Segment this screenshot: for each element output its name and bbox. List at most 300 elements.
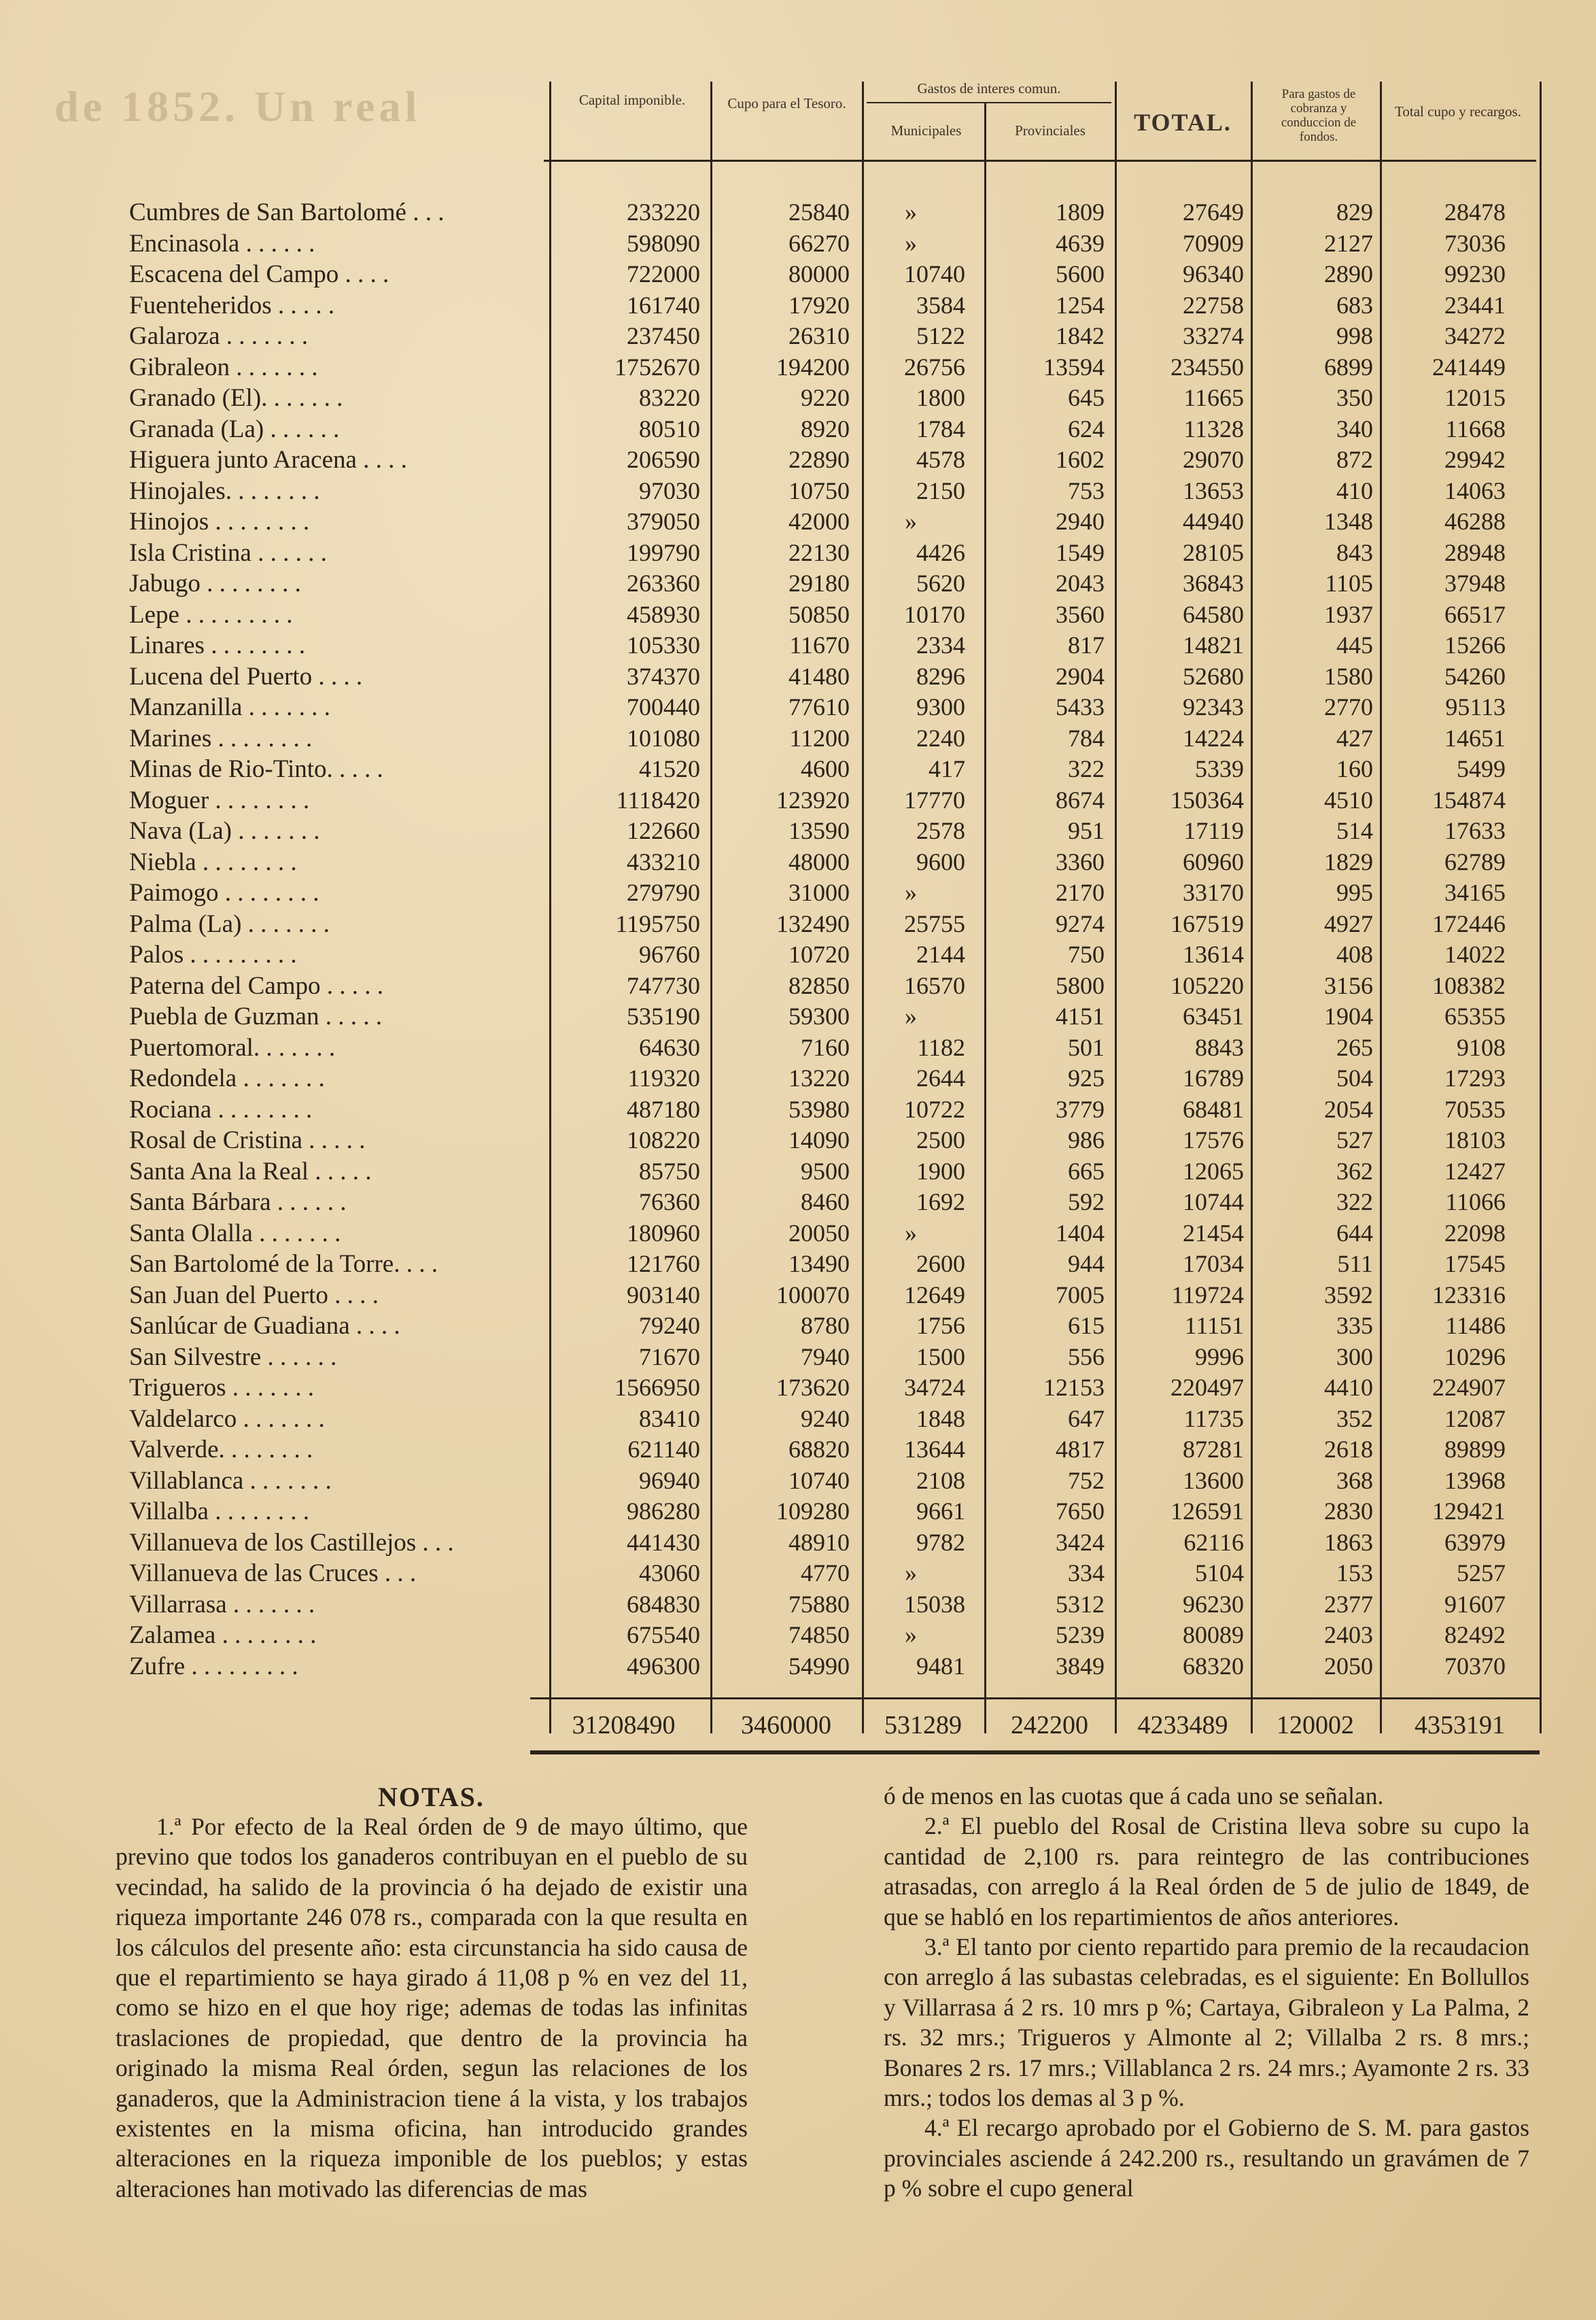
row-cell: 12153	[1043, 1374, 1105, 1401]
total-cell: 531289	[884, 1711, 962, 1739]
row-cell: 511	[1337, 1250, 1373, 1277]
row-cell: 379050	[627, 508, 700, 535]
row-cell: 10750	[788, 477, 850, 504]
row-cell: 1348	[1324, 508, 1373, 535]
row-cell: 8843	[1195, 1033, 1244, 1061]
row-cell: 647	[1068, 1404, 1105, 1432]
row-name: Palos . . . . . . . . .	[129, 941, 297, 969]
row-cell: 62116	[1183, 1528, 1244, 1556]
row-cell: 11328	[1183, 415, 1244, 443]
row-name: Villarrasa . . . . . . .	[129, 1590, 315, 1618]
row-cell: 15266	[1444, 631, 1506, 659]
total-cell: 242200	[1011, 1711, 1088, 1739]
row-name: Santa Olalla . . . . . . .	[129, 1219, 341, 1247]
row-cell: 675540	[627, 1621, 700, 1648]
row-cell: 119724	[1171, 1281, 1244, 1309]
row-cell: 26756	[904, 353, 965, 381]
row-cell: 99230	[1444, 260, 1506, 288]
row-name: San Juan del Puerto . . . .	[129, 1281, 379, 1309]
row-cell: 4639	[1056, 229, 1105, 257]
row-cell: 233220	[627, 198, 700, 226]
note-2: 2.ª El pueblo del Rosal de Cristina lleva sobre su cupo la cantidad de 2,100 rs. para reintegro de las contribuciones atrasadas, con arreglo á la Real órden de 5 de julio de 1849, de que se habló en los repartimientos de años anteriores.	[884, 1812, 1529, 1931]
row-cell: 29942	[1444, 446, 1506, 473]
row-cell: 25840	[788, 198, 850, 226]
row-cell: 322	[1068, 755, 1105, 782]
row-cell: 70909	[1183, 229, 1244, 257]
row-name: San Bartolomé de la Torre. . . .	[129, 1250, 438, 1278]
col-rule-4	[984, 102, 986, 1733]
row-cell: 41480	[788, 662, 850, 690]
row-cell: 514	[1336, 817, 1373, 844]
row-cell: 25755	[904, 910, 965, 937]
row-cell: 9661	[916, 1497, 965, 1525]
row-cell: 1566950	[614, 1374, 700, 1401]
row-cell: 80089	[1183, 1621, 1244, 1648]
row-cell: 154874	[1432, 786, 1506, 814]
row-cell: 1863	[1324, 1528, 1373, 1556]
row-name: Galaroza . . . . . . .	[129, 322, 309, 350]
row-cell: 172446	[1432, 910, 1506, 937]
row-cell: 10720	[788, 941, 850, 968]
row-cell: 408	[1336, 941, 1373, 968]
row-cell: 96230	[1183, 1590, 1244, 1618]
row-cell: 592	[1068, 1188, 1105, 1215]
row-cell: 70535	[1444, 1095, 1506, 1123]
row-cell: 85750	[639, 1157, 700, 1185]
row-cell: »	[905, 1559, 917, 1587]
row-cell: 79240	[639, 1312, 700, 1339]
row-cell: 108382	[1432, 971, 1506, 999]
row-name: Fuenteheridos . . . . .	[129, 291, 335, 319]
row-cell: 13490	[788, 1250, 850, 1277]
totals-top-rule	[530, 1697, 1540, 1699]
row-cell: 340	[1336, 415, 1373, 443]
row-cell: 75880	[788, 1590, 850, 1618]
row-cell: 986	[1068, 1126, 1105, 1154]
row-cell: 60960	[1183, 848, 1244, 876]
row-cell: 322	[1336, 1188, 1373, 1215]
row-cell: 2043	[1056, 570, 1105, 597]
row-cell: 3156	[1324, 971, 1373, 999]
row-name: Puebla de Guzman . . . . .	[129, 1003, 382, 1031]
row-cell: 4510	[1324, 786, 1373, 814]
row-name: Cumbres de San Bartolomé . . .	[129, 198, 445, 226]
row-cell: 13590	[788, 817, 850, 844]
row-cell: 48000	[788, 848, 850, 876]
row-cell: 683	[1336, 291, 1373, 319]
row-cell: 1692	[916, 1188, 965, 1215]
row-name: Hinojos . . . . . . . .	[129, 508, 310, 536]
total-cell: 4353191	[1415, 1711, 1505, 1739]
row-cell: 29180	[788, 570, 850, 597]
row-cell: 17293	[1444, 1064, 1506, 1092]
row-cell: 644	[1336, 1219, 1373, 1247]
row-cell: 199790	[627, 538, 700, 566]
row-cell: 752	[1068, 1466, 1105, 1494]
row-cell: 14022	[1444, 941, 1506, 968]
row-cell: 753	[1068, 477, 1105, 504]
row-cell: 14224	[1183, 724, 1244, 752]
row-cell: 817	[1068, 631, 1105, 659]
row-cell: 180960	[627, 1219, 700, 1247]
row-cell: 34724	[904, 1374, 965, 1401]
row-cell: 2904	[1056, 662, 1105, 690]
row-cell: 22758	[1183, 291, 1244, 319]
row-cell: 3360	[1056, 848, 1105, 876]
row-cell: 1842	[1056, 322, 1105, 349]
row-cell: 3584	[916, 291, 965, 319]
row-cell: 73036	[1444, 229, 1506, 257]
row-cell: 23441	[1444, 291, 1506, 319]
row-cell: 13614	[1183, 941, 1244, 968]
row-cell: 64630	[639, 1033, 700, 1061]
row-cell: 129421	[1432, 1497, 1506, 1525]
row-cell: 14821	[1183, 631, 1244, 659]
row-name: Niebla . . . . . . . .	[129, 848, 297, 876]
row-cell: 645	[1068, 384, 1105, 411]
row-cell: 96340	[1183, 260, 1244, 288]
row-cell: 105330	[627, 631, 700, 659]
row-cell: 33170	[1183, 879, 1244, 906]
row-cell: 903140	[627, 1281, 700, 1309]
row-cell: 173620	[776, 1374, 850, 1401]
row-name: Lepe . . . . . . . . .	[129, 600, 293, 629]
row-cell: »	[905, 1219, 917, 1247]
row-cell: 2618	[1324, 1436, 1373, 1463]
row-cell: 12649	[904, 1281, 965, 1309]
bleed-through-title: de 1852. Un real	[54, 82, 421, 129]
header-total: TOTAL.	[1134, 109, 1232, 136]
row-cell: 48910	[788, 1528, 850, 1556]
row-cell: 1829	[1324, 848, 1373, 876]
row-cell: 119320	[627, 1064, 700, 1092]
row-cell: 9274	[1056, 910, 1105, 937]
row-cell: 59300	[788, 1003, 850, 1030]
row-cell: 1900	[916, 1157, 965, 1185]
row-cell: 14090	[788, 1126, 850, 1154]
row-cell: 1105	[1325, 570, 1373, 597]
row-cell: 784	[1068, 724, 1105, 752]
row-cell: 62789	[1444, 848, 1506, 876]
note-3: 3.ª El tanto por ciento repartido para premio de la recaudacion con arreglo á las subastas celebradas, es el siguiente: En Bollullos y Villarrasa á 2 rs. 10 mrs p %; Cartaya, Gibraleon y La Palma, 2 rs. 32 mrs.; Trigueros y Almonte al 2; Villalba 2 rs. 8 mrs.; Bonares 2 rs. 17 mrs.; Villablanca 2 rs. 24 mrs.; Ayamonte 2 rs. 33 mrs.; todos los demas al 3 p %.	[884, 1933, 1529, 2112]
row-cell: 28948	[1444, 538, 1506, 566]
row-cell: 8920	[801, 415, 850, 443]
row-cell: 2830	[1324, 1497, 1373, 1525]
row-cell: 12087	[1444, 1404, 1506, 1432]
row-name: Isla Cristina . . . . . .	[129, 538, 327, 567]
row-cell: 4426	[916, 538, 965, 566]
row-cell: 11670	[789, 631, 850, 659]
row-cell: »	[905, 229, 917, 257]
row-cell: 5800	[1056, 971, 1105, 999]
row-cell: 427	[1336, 724, 1373, 752]
row-cell: 11486	[1445, 1312, 1506, 1339]
row-cell: 4600	[801, 755, 850, 782]
row-cell: 2050	[1324, 1652, 1373, 1680]
row-cell: 13968	[1444, 1466, 1506, 1494]
row-name: Granado (El). . . . . . .	[129, 384, 343, 412]
row-name: Paimogo . . . . . . . .	[129, 879, 319, 907]
row-cell: 11200	[789, 724, 850, 752]
row-cell: 3424	[1056, 1528, 1105, 1556]
row-cell: 109280	[776, 1497, 850, 1525]
row-cell: 12065	[1183, 1157, 1244, 1185]
row-cell: 74850	[788, 1621, 850, 1648]
row-cell: 9108	[1457, 1033, 1506, 1061]
row-cell: 234550	[1170, 353, 1244, 381]
row-cell: 224907	[1432, 1374, 1506, 1401]
row-name: Palma (La) . . . . . . .	[129, 910, 330, 938]
row-cell: 108220	[627, 1126, 700, 1154]
row-name: Santa Ana la Real . . . . .	[129, 1157, 372, 1185]
row-cell: 123316	[1432, 1281, 1506, 1309]
row-cell: 194200	[776, 353, 850, 381]
row-cell: 2108	[916, 1466, 965, 1494]
total-cell: 120002	[1277, 1711, 1354, 1739]
row-cell: 487180	[627, 1095, 700, 1123]
row-cell: 7160	[801, 1033, 850, 1061]
row-name: Santa Bárbara . . . . . .	[129, 1188, 347, 1216]
row-cell: 64580	[1183, 600, 1244, 628]
row-cell: 445	[1336, 631, 1373, 659]
row-name: Manzanilla . . . . . . .	[129, 693, 330, 721]
row-cell: 747730	[627, 971, 700, 999]
header-total-cupo: Total cupo y recargos.	[1395, 103, 1521, 120]
row-cell: 5600	[1056, 260, 1105, 288]
row-cell: 8674	[1056, 786, 1105, 814]
row-cell: 843	[1336, 538, 1373, 566]
row-cell: 65355	[1444, 1003, 1506, 1030]
row-cell: 441430	[627, 1528, 700, 1556]
row-cell: 5499	[1457, 755, 1506, 782]
row-cell: 362	[1336, 1157, 1373, 1185]
row-cell: 1182	[917, 1033, 965, 1061]
header-municipales: Municipales	[890, 122, 962, 139]
row-cell: 66270	[788, 229, 850, 257]
row-cell: 2377	[1324, 1590, 1373, 1618]
row-cell: 10722	[904, 1095, 965, 1123]
row-cell: 6899	[1324, 353, 1373, 381]
row-cell: 722000	[627, 260, 700, 288]
row-cell: 2600	[916, 1250, 965, 1277]
row-cell: 1800	[916, 384, 965, 411]
row-cell: »	[905, 508, 917, 535]
row-cell: 496300	[627, 1652, 700, 1680]
row-name: Redondela . . . . . . .	[129, 1064, 325, 1092]
row-cell: 5104	[1195, 1559, 1244, 1587]
row-cell: 46288	[1444, 508, 1506, 535]
row-cell: 97030	[639, 477, 700, 504]
row-cell: 53980	[788, 1095, 850, 1123]
header-cobranza: Para gastos de cobranza y conduccion de fondos.	[1281, 87, 1357, 144]
row-cell: 1848	[916, 1404, 965, 1432]
row-cell: 11066	[1445, 1188, 1506, 1215]
note-1: 1.ª Por efecto de la Real órden de 9 de mayo último, que previno que todos los ganaderos contribuyan en el pueblo de su vecindad, ha salido de la provincia ó ha dejado de existir una riqueza importante 246 078 rs., comparada con la que resulta en los cálculos del presente año: esta circunstancia ha sido causa de que el repartimiento se haya girado á 11,08 p % en vez del 11, como se hizo en el que hoy rige; ademas de todas las infinitas traslaciones de propiedad, que dentro de la provincia ha originado la misma Real órden, segun las relaciones de los ganaderos, que la Administracion tiene á la vista, y los trabajos existentes en la misma oficina, han introducido grandes alteraciones en la riqueza imponible de los pueblos; y estas alteraciones han motivado las diferencias de mas	[116, 1813, 748, 2202]
row-cell: 153	[1336, 1559, 1373, 1587]
row-cell: 1784	[916, 415, 965, 443]
row-cell: 2334	[916, 631, 965, 659]
row-name: Zufre . . . . . . . . .	[129, 1652, 298, 1680]
row-cell: 33274	[1183, 322, 1244, 349]
row-cell: 300	[1336, 1343, 1373, 1370]
row-cell: »	[905, 1003, 917, 1030]
row-cell: 750	[1068, 941, 1105, 968]
row-cell: 263360	[627, 570, 700, 597]
row-cell: 36843	[1183, 570, 1244, 597]
row-cell: 52680	[1183, 662, 1244, 690]
row-cell: 665	[1068, 1157, 1105, 1185]
row-cell: 598090	[627, 229, 700, 257]
row-cell: 161740	[627, 291, 700, 319]
row-cell: 167519	[1170, 910, 1244, 937]
row-cell: 684830	[627, 1590, 700, 1618]
row-cell: 615	[1068, 1312, 1105, 1339]
row-cell: 2054	[1324, 1095, 1373, 1123]
row-name: Rociana . . . . . . . .	[129, 1095, 313, 1124]
row-cell: 68820	[788, 1436, 850, 1463]
row-cell: 160	[1336, 755, 1373, 782]
row-cell: 4151	[1056, 1003, 1105, 1030]
row-cell: 68481	[1183, 1095, 1244, 1123]
row-cell: 54260	[1444, 662, 1506, 690]
row-cell: 458930	[627, 600, 700, 628]
row-cell: 13600	[1183, 1466, 1244, 1494]
row-cell: 7005	[1056, 1281, 1105, 1309]
row-cell: 9782	[916, 1528, 965, 1556]
row-cell: 2890	[1324, 260, 1373, 288]
row-name: Encinasola . . . . . .	[129, 229, 315, 258]
row-cell: 986280	[627, 1497, 700, 1525]
row-cell: 9500	[801, 1157, 850, 1185]
row-name: Rosal de Cristina . . . . .	[129, 1126, 366, 1154]
row-cell: 4410	[1324, 1374, 1373, 1401]
row-cell: 9300	[916, 693, 965, 721]
row-cell: 5312	[1056, 1590, 1105, 1618]
row-cell: 829	[1336, 198, 1373, 226]
row-cell: 22130	[788, 538, 850, 566]
row-cell: 54990	[788, 1652, 850, 1680]
row-cell: 29070	[1183, 446, 1244, 473]
row-cell: 11665	[1183, 384, 1244, 411]
row-cell: 42000	[788, 508, 850, 535]
row-cell: 1937	[1324, 600, 1373, 628]
row-cell: 13220	[788, 1064, 850, 1092]
row-name: Linares . . . . . . . .	[129, 631, 305, 659]
row-cell: 1195750	[615, 910, 700, 937]
row-cell: 334	[1068, 1559, 1105, 1587]
row-cell: 82850	[788, 971, 850, 999]
row-cell: 26310	[788, 322, 850, 349]
row-cell: »	[905, 879, 917, 906]
row-cell: 368	[1336, 1466, 1373, 1494]
row-cell: 1756	[916, 1312, 965, 1339]
row-cell: 13653	[1183, 477, 1244, 504]
row-cell: 352	[1336, 1404, 1373, 1432]
row-cell: 37948	[1444, 570, 1506, 597]
total-cell: 3460000	[741, 1711, 831, 1739]
row-cell: 1580	[1324, 662, 1373, 690]
row-cell: 10740	[904, 260, 965, 288]
row-cell: 27649	[1183, 198, 1244, 226]
row-cell: 1602	[1056, 446, 1105, 473]
row-cell: 44940	[1183, 508, 1244, 535]
row-cell: 28105	[1183, 538, 1244, 566]
row-cell: 80510	[639, 415, 700, 443]
row-cell: 2770	[1324, 693, 1373, 721]
row-cell: 96940	[639, 1466, 700, 1494]
notes-heading: NOTAS.	[378, 1782, 485, 1812]
row-cell: 700440	[627, 693, 700, 721]
row-cell: 2144	[916, 941, 965, 968]
row-cell: 5239	[1056, 1621, 1105, 1648]
row-cell: 2403	[1324, 1621, 1373, 1648]
row-cell: 95113	[1445, 693, 1506, 721]
row-cell: 8460	[801, 1188, 850, 1215]
row-cell: 1809	[1056, 198, 1105, 226]
header-capital: Capital imponible.	[578, 92, 686, 108]
row-cell: 9481	[916, 1652, 965, 1680]
row-cell: 41520	[639, 755, 700, 782]
row-name: Valdelarco . . . . . . .	[129, 1404, 325, 1433]
row-cell: 82492	[1444, 1621, 1506, 1648]
row-name: Paterna del Campo . . . . .	[129, 971, 384, 1000]
row-cell: 16570	[904, 971, 965, 999]
row-cell: 83410	[639, 1404, 700, 1432]
row-cell: 951	[1068, 817, 1105, 844]
row-cell: 241449	[1432, 353, 1506, 381]
row-name: Villablanca . . . . . . .	[129, 1466, 332, 1495]
row-cell: 87281	[1183, 1436, 1244, 1463]
row-name: San Silvestre . . . . . .	[129, 1343, 337, 1371]
col-rule-2	[710, 82, 712, 1733]
row-cell: 63979	[1444, 1528, 1506, 1556]
header-bottom-rule	[544, 160, 1536, 162]
row-cell: 417	[929, 755, 965, 782]
header-provinciales: Provinciales	[1015, 122, 1086, 139]
row-cell: 92343	[1183, 693, 1244, 721]
row-cell: 20050	[788, 1219, 850, 1247]
col-rule-6	[1251, 82, 1253, 1733]
row-name: Gibraleon . . . . . . .	[129, 353, 318, 381]
row-cell: 944	[1068, 1250, 1105, 1277]
row-name: Villalba . . . . . . . .	[129, 1497, 309, 1525]
row-cell: 4578	[916, 446, 965, 473]
row-name: Escacena del Campo . . . .	[129, 260, 389, 288]
row-cell: 433210	[627, 848, 700, 876]
row-cell: 68320	[1183, 1652, 1244, 1680]
row-cell: 17920	[788, 291, 850, 319]
row-cell: 9240	[801, 1404, 850, 1432]
col-rule-1	[549, 82, 551, 1733]
row-cell: 105220	[1170, 971, 1244, 999]
row-cell: 5433	[1056, 693, 1105, 721]
row-cell: 50850	[788, 600, 850, 628]
row-cell: 501	[1068, 1033, 1105, 1061]
row-name: Sanlúcar de Guadiana . . . .	[129, 1312, 400, 1340]
row-cell: 132490	[776, 910, 850, 937]
row-cell: 63451	[1183, 1003, 1244, 1030]
row-cell: 77610	[788, 693, 850, 721]
row-cell: 5620	[916, 570, 965, 597]
row-cell: 10744	[1183, 1188, 1244, 1215]
row-cell: 8296	[916, 662, 965, 690]
row-cell: 16789	[1183, 1064, 1244, 1092]
row-cell: 80000	[788, 260, 850, 288]
row-cell: 17034	[1183, 1250, 1244, 1277]
row-cell: 206590	[627, 446, 700, 473]
total-cell: 31208490	[572, 1711, 676, 1739]
row-cell: 535190	[627, 1003, 700, 1030]
